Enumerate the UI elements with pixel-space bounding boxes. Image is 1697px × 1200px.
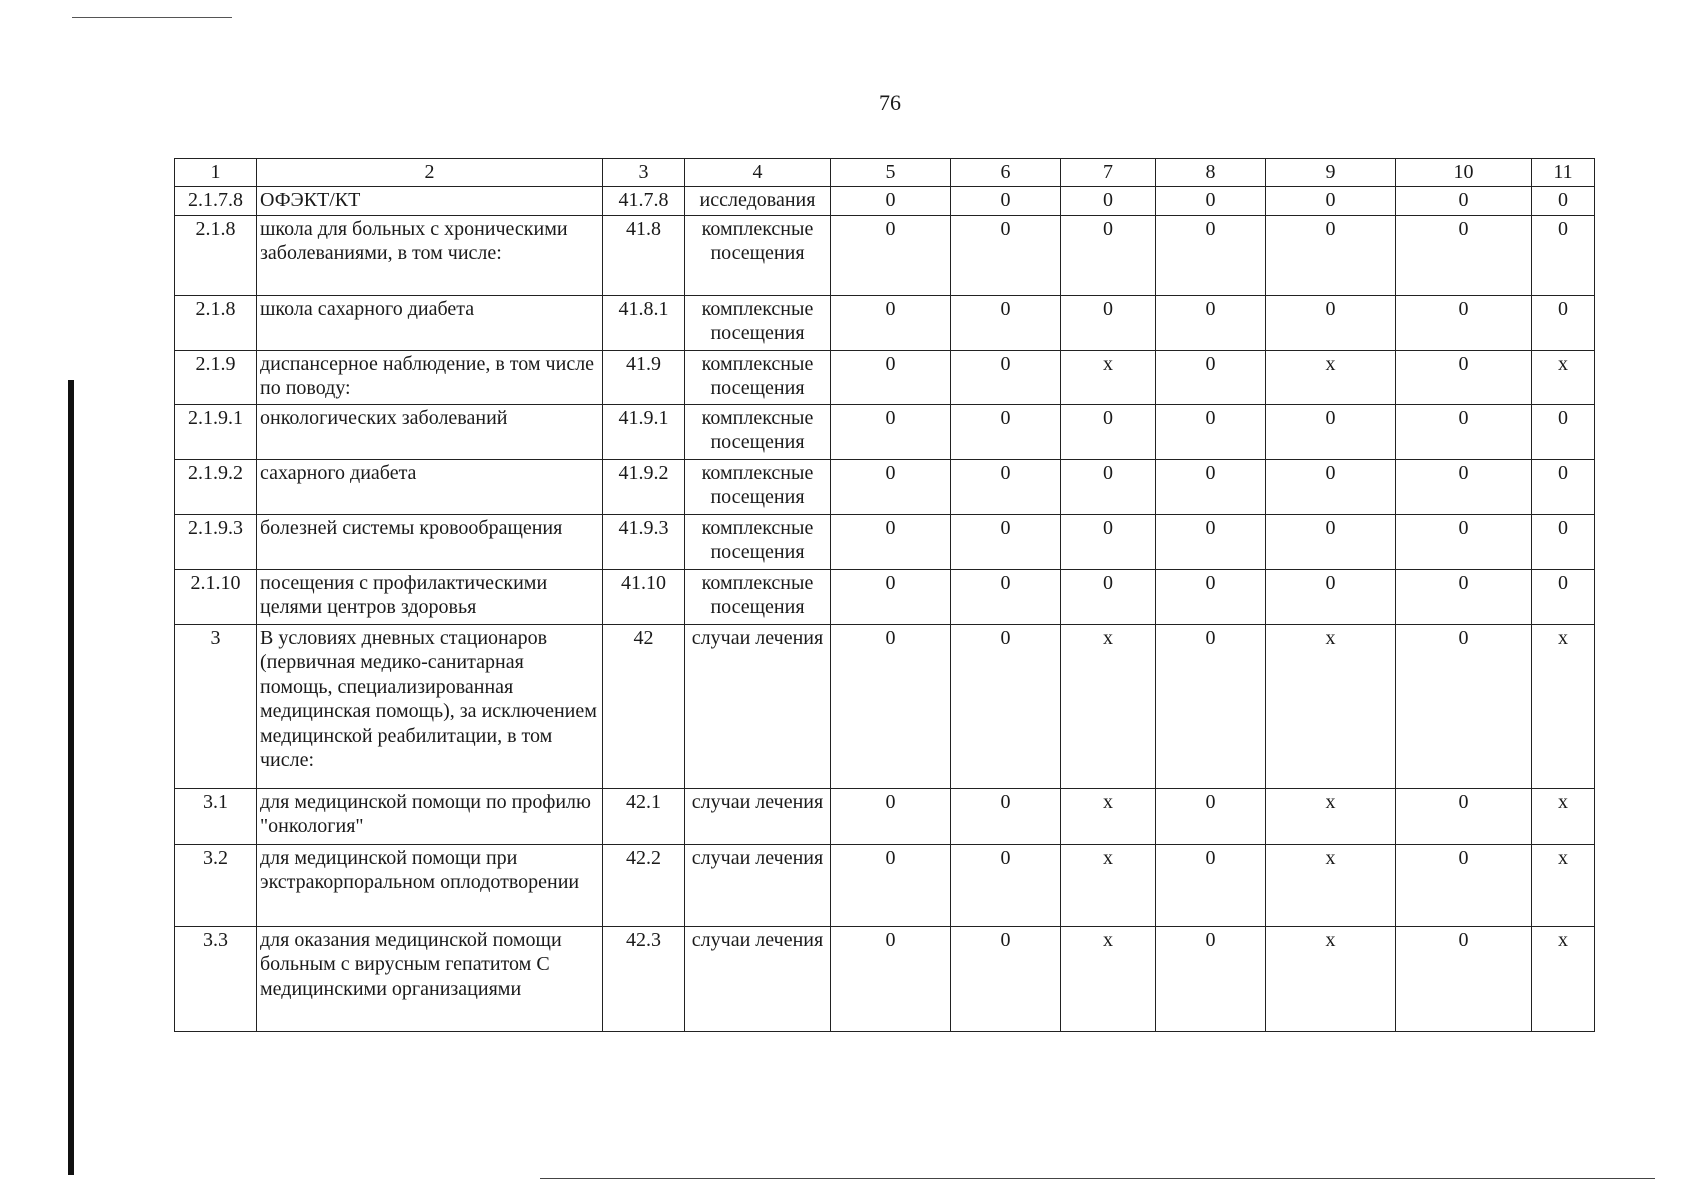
table-row [175,216,1595,296]
row-number: 2.1.9.3 [175,515,257,570]
value-cell: 0 [1396,570,1532,625]
value-cell: 0 [831,789,951,845]
row-unit: комплексные посещения [685,460,831,515]
table-row [175,405,1595,460]
row-number: 2.1.9.1 [175,405,257,460]
value-cell: 0 [1061,405,1156,460]
value-cell: 0 [831,351,951,405]
value-cell: 0 [1396,515,1532,570]
header-cell: 3 [603,159,685,187]
value-cell: 0 [1061,515,1156,570]
value-cell: 0 [831,187,951,216]
value-cell: x [1061,789,1156,845]
value-cell: x [1532,351,1595,405]
header-cell: 5 [831,159,951,187]
value-cell: x [1532,789,1595,845]
value-cell: 0 [1266,570,1396,625]
row-name: школа для больных с хроническими заболеваниями, в том числе: [257,216,603,296]
row-unit: комплексные посещения [685,515,831,570]
row-unit: случаи лечения [685,625,831,789]
value-cell: 0 [951,789,1061,845]
value-cell: 0 [831,296,951,351]
row-code: 41.8.1 [603,296,685,351]
row-code: 41.9.1 [603,405,685,460]
value-cell: 0 [951,570,1061,625]
value-cell: 0 [1156,927,1266,1032]
value-cell: 0 [1156,625,1266,789]
value-cell: 0 [951,187,1061,216]
row-code: 41.7.8 [603,187,685,216]
value-cell: 0 [1061,296,1156,351]
value-cell: 0 [1532,570,1595,625]
row-name: онкологических заболеваний [257,405,603,460]
value-cell: 0 [1396,927,1532,1032]
data-table [174,158,1595,1032]
value-cell: x [1061,351,1156,405]
value-cell: 0 [831,216,951,296]
table-row [175,789,1595,845]
value-cell: 0 [1396,625,1532,789]
value-cell: 0 [1532,296,1595,351]
row-unit: случаи лечения [685,845,831,927]
value-cell: 0 [951,845,1061,927]
row-name: ОФЭКТ/КТ [257,187,603,216]
row-code: 41.9 [603,351,685,405]
value-cell: x [1266,845,1396,927]
value-cell: 0 [831,405,951,460]
table-row [175,927,1595,1032]
value-cell: x [1266,625,1396,789]
scan-edge-bar [68,380,74,1175]
value-cell: 0 [1396,405,1532,460]
table-row [175,351,1595,405]
value-cell: 0 [1156,405,1266,460]
value-cell: 0 [1396,296,1532,351]
row-name: болезней системы кровообращения [257,515,603,570]
row-name: для медицинской помощи по профилю "онкология" [257,789,603,845]
row-name: посещения с профилактическими целями центров здоровья [257,570,603,625]
row-code: 42 [603,625,685,789]
table-row [175,460,1595,515]
value-cell: 0 [951,216,1061,296]
table-row [175,515,1595,570]
value-cell: 0 [951,296,1061,351]
value-cell: 0 [1266,216,1396,296]
value-cell: 0 [1396,351,1532,405]
table-row [175,296,1595,351]
row-unit: случаи лечения [685,927,831,1032]
value-cell: 0 [951,515,1061,570]
row-code: 41.9.3 [603,515,685,570]
page-number: 76 [879,90,901,115]
row-name: В условиях дневных стационаров (первичная медико-санитарная помощь, специализированная медицинская помощь), за исключением медицинской реабилитации, в том числе: [257,625,603,789]
value-cell: 0 [951,405,1061,460]
row-number: 3.1 [175,789,257,845]
table-row [175,570,1595,625]
row-code: 42.2 [603,845,685,927]
value-cell: 0 [1266,187,1396,216]
header-cell: 11 [1532,159,1595,187]
row-code: 41.9.2 [603,460,685,515]
value-cell: 0 [1061,187,1156,216]
row-name: для медицинской помощи при экстракорпоральном оплодотворении [257,845,603,927]
row-unit: случаи лечения [685,789,831,845]
value-cell: 0 [831,927,951,1032]
value-cell: 0 [1532,460,1595,515]
table-row [175,625,1595,789]
value-cell: 0 [831,625,951,789]
row-number: 2.1.8 [175,296,257,351]
value-cell: 0 [1532,405,1595,460]
value-cell: x [1532,845,1595,927]
value-cell: 0 [831,570,951,625]
value-cell: x [1061,625,1156,789]
row-code: 42.1 [603,789,685,845]
value-cell: 0 [1396,216,1532,296]
value-cell: 0 [1266,515,1396,570]
value-cell: 0 [1396,460,1532,515]
value-cell: 0 [951,927,1061,1032]
header-cell: 8 [1156,159,1266,187]
value-cell: 0 [1156,789,1266,845]
value-cell: 0 [831,460,951,515]
value-cell: 0 [1532,187,1595,216]
value-cell: 0 [1156,570,1266,625]
row-unit: комплексные посещения [685,351,831,405]
row-number: 3.3 [175,927,257,1032]
value-cell: 0 [951,460,1061,515]
value-cell: 0 [1266,296,1396,351]
top-rule [72,17,232,18]
row-name: школа сахарного диабета [257,296,603,351]
row-code: 41.8 [603,216,685,296]
row-number: 3.2 [175,845,257,927]
value-cell: 0 [1156,351,1266,405]
header-cell: 9 [1266,159,1396,187]
header-cell: 7 [1061,159,1156,187]
value-cell: 0 [1156,515,1266,570]
value-cell: 0 [951,351,1061,405]
value-cell: 0 [1266,460,1396,515]
table-row [175,845,1595,927]
row-name: для оказания медицинской помощи больным с вирусным гепатитом С медицинскими организациями [257,927,603,1032]
value-cell: 0 [1061,570,1156,625]
row-unit: комплексные посещения [685,216,831,296]
value-cell: 0 [1156,460,1266,515]
value-cell: 0 [831,845,951,927]
row-name: диспансерное наблюдение, в том числе по поводу: [257,351,603,405]
header-cell: 6 [951,159,1061,187]
header-cell: 2 [257,159,603,187]
row-number: 2.1.9.2 [175,460,257,515]
row-name: сахарного диабета [257,460,603,515]
table-row [175,187,1595,216]
value-cell: 0 [1061,460,1156,515]
value-cell: 0 [1156,187,1266,216]
value-cell: 0 [1156,216,1266,296]
value-cell: 0 [1532,515,1595,570]
row-number: 2.1.7.8 [175,187,257,216]
value-cell: 0 [1396,845,1532,927]
row-number: 2.1.10 [175,570,257,625]
header-row [175,159,1595,187]
row-code: 42.3 [603,927,685,1032]
row-unit: исследования [685,187,831,216]
value-cell: 0 [1061,216,1156,296]
value-cell: 0 [1396,789,1532,845]
value-cell: x [1061,845,1156,927]
value-cell: 0 [1156,845,1266,927]
value-cell: x [1266,927,1396,1032]
header-cell: 1 [175,159,257,187]
header-cell: 10 [1396,159,1532,187]
value-cell: 0 [1266,405,1396,460]
value-cell: x [1266,789,1396,845]
row-unit: комплексные посещения [685,296,831,351]
row-number: 3 [175,625,257,789]
value-cell: 0 [1396,187,1532,216]
value-cell: 0 [951,625,1061,789]
row-code: 41.10 [603,570,685,625]
value-cell: x [1532,625,1595,789]
row-number: 2.1.9 [175,351,257,405]
value-cell: x [1532,927,1595,1032]
value-cell: x [1061,927,1156,1032]
header-cell: 4 [685,159,831,187]
value-cell: 0 [831,515,951,570]
row-unit: комплексные посещения [685,405,831,460]
row-number: 2.1.8 [175,216,257,296]
bottom-rule [540,1178,1655,1179]
row-unit: комплексные посещения [685,570,831,625]
value-cell: 0 [1156,296,1266,351]
value-cell: x [1266,351,1396,405]
value-cell: 0 [1532,216,1595,296]
